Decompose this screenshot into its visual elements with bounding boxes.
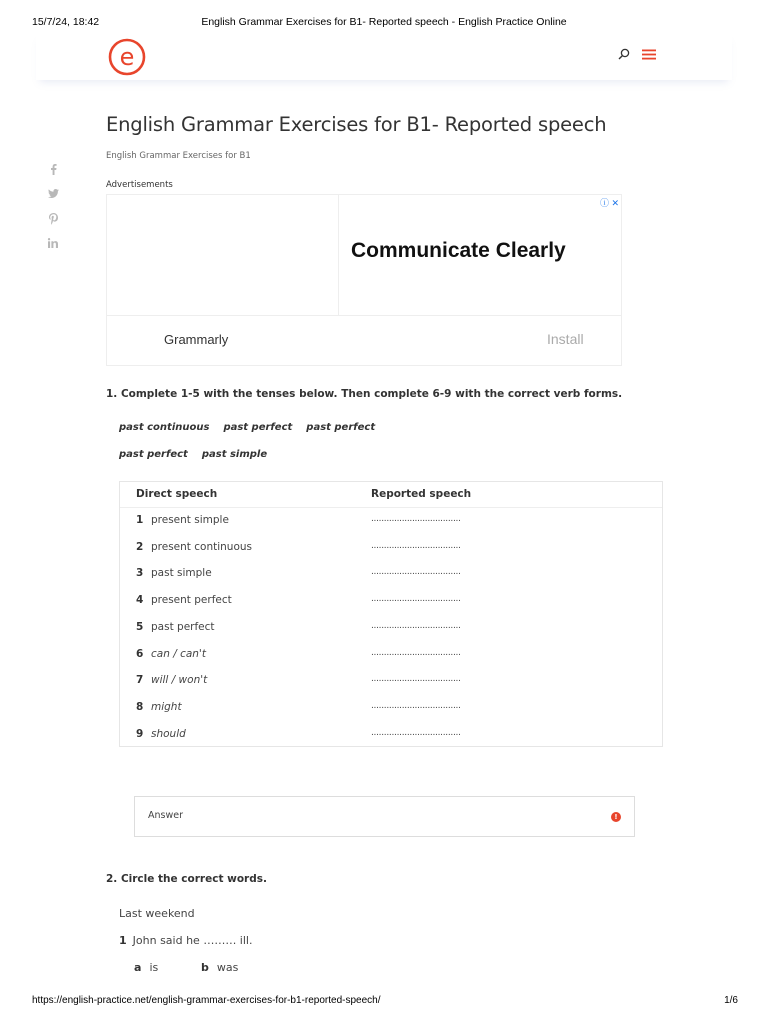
reported-speech-blank: ................................... (371, 674, 461, 684)
tense-word: past simple (201, 449, 268, 460)
option-a[interactable] (134, 961, 158, 974)
table-row (120, 674, 662, 700)
reported-speech-table (119, 481, 663, 747)
ad-cta-button[interactable]: Install (547, 331, 584, 347)
reported-speech-blank: ................................... (371, 727, 461, 738)
tense-word: past perfect (223, 422, 293, 433)
reported-speech-blank: ................................... (371, 701, 461, 711)
svg-text:e: e (119, 43, 135, 71)
print-page-number: 1/6 (724, 995, 738, 1006)
table-row (120, 701, 662, 727)
reported-speech-blank: ................................... (371, 540, 461, 551)
print-page-title: English Grammar Exercises for B1- Reported speech - English Practice Online (201, 16, 567, 28)
answer-label: Answer (148, 810, 183, 821)
question-2-intro: Last weekend (119, 907, 195, 920)
hamburger-menu-icon[interactable] (642, 49, 656, 60)
option-letter: a (134, 961, 142, 974)
page-title: English Grammar Exercises for B1- Reported speech (106, 113, 607, 136)
expand-icon[interactable]: ! (611, 812, 621, 822)
row-number: 1 (136, 514, 144, 526)
share-bar (46, 157, 60, 255)
table-row (120, 567, 662, 593)
linkedin-icon[interactable] (46, 231, 60, 256)
question-2-title: 2. Circle the correct words. (106, 873, 267, 885)
table-row (120, 648, 662, 674)
column-header-direct: Direct speech (136, 488, 218, 500)
direct-speech-cell: will / won't (151, 674, 208, 686)
row-number: 6 (136, 647, 144, 660)
print-url: https://english-practice.net/english-grammar-exercises-for-b1-reported-speech/ (32, 995, 381, 1006)
row-number: 5 (136, 621, 144, 633)
advertisement-banner[interactable] (106, 194, 622, 366)
reported-speech-blank: ................................... (371, 514, 461, 524)
site-logo[interactable] (108, 38, 144, 74)
row-number: 4 (136, 594, 144, 606)
facebook-icon[interactable] (46, 157, 60, 182)
direct-speech-cell: present perfect (151, 594, 232, 606)
question-2-item (119, 934, 252, 947)
pinterest-icon[interactable] (46, 206, 60, 231)
row-number: 3 (136, 567, 144, 579)
direct-speech-cell: might (151, 701, 182, 713)
header-icons (618, 48, 656, 60)
table-row (120, 514, 662, 540)
direct-speech-cell: should (151, 727, 186, 740)
advertisements-label: Advertisements (106, 180, 173, 190)
reported-speech-blank: ................................... (371, 621, 461, 631)
question-1-title: 1. Complete 1-5 with the tenses below. Then complete 6-9 with the correct verb forms. (106, 388, 623, 400)
option-text: is (149, 961, 159, 974)
row-number: 9 (136, 727, 144, 740)
direct-speech-cell: past perfect (151, 621, 215, 633)
ad-headline[interactable]: Communicate Clearly (351, 239, 566, 262)
row-number: 2 (136, 540, 144, 553)
direct-speech-cell: present simple (151, 514, 229, 526)
search-icon[interactable] (618, 48, 630, 60)
reported-speech-blank: ................................... (371, 567, 461, 577)
direct-speech-cell: present continuous (151, 540, 252, 553)
twitter-icon[interactable] (46, 182, 60, 207)
header-divider (120, 507, 662, 508)
breadcrumb[interactable]: English Grammar Exercises for B1 (106, 151, 251, 161)
question-2-options (134, 961, 239, 974)
answer-toggle[interactable] (134, 796, 635, 837)
tense-word: past perfect (306, 422, 376, 433)
print-date: 15/7/24, 18:42 (32, 16, 100, 28)
option-b[interactable] (201, 961, 238, 974)
table-row (120, 541, 662, 567)
site-header (36, 32, 732, 80)
row-number: 7 (136, 674, 144, 686)
ad-divider (107, 315, 621, 316)
direct-speech-cell: past simple (151, 567, 212, 579)
row-number: 8 (136, 701, 144, 713)
option-text: was (216, 961, 239, 974)
item-number: 1 (119, 934, 127, 947)
table-row (120, 594, 662, 620)
table-row (120, 728, 662, 754)
tense-word: past continuous (119, 422, 210, 433)
reported-speech-blank: ................................... (371, 594, 461, 604)
item-text: John said he ……… ill. (132, 934, 253, 947)
ad-divider (338, 195, 339, 315)
option-letter: b (201, 961, 209, 974)
ad-brand[interactable]: Grammarly (164, 332, 229, 347)
table-row (120, 621, 662, 647)
direct-speech-cell: can / can't (151, 647, 206, 660)
tenses-line-2 (119, 449, 281, 460)
tense-word: past perfect (119, 449, 188, 460)
ad-choices-icon[interactable]: ⓘ ✕ (599, 198, 619, 208)
reported-speech-blank: ................................... (371, 647, 461, 658)
column-header-reported: Reported speech (371, 488, 472, 500)
tenses-line-1 (119, 422, 389, 433)
